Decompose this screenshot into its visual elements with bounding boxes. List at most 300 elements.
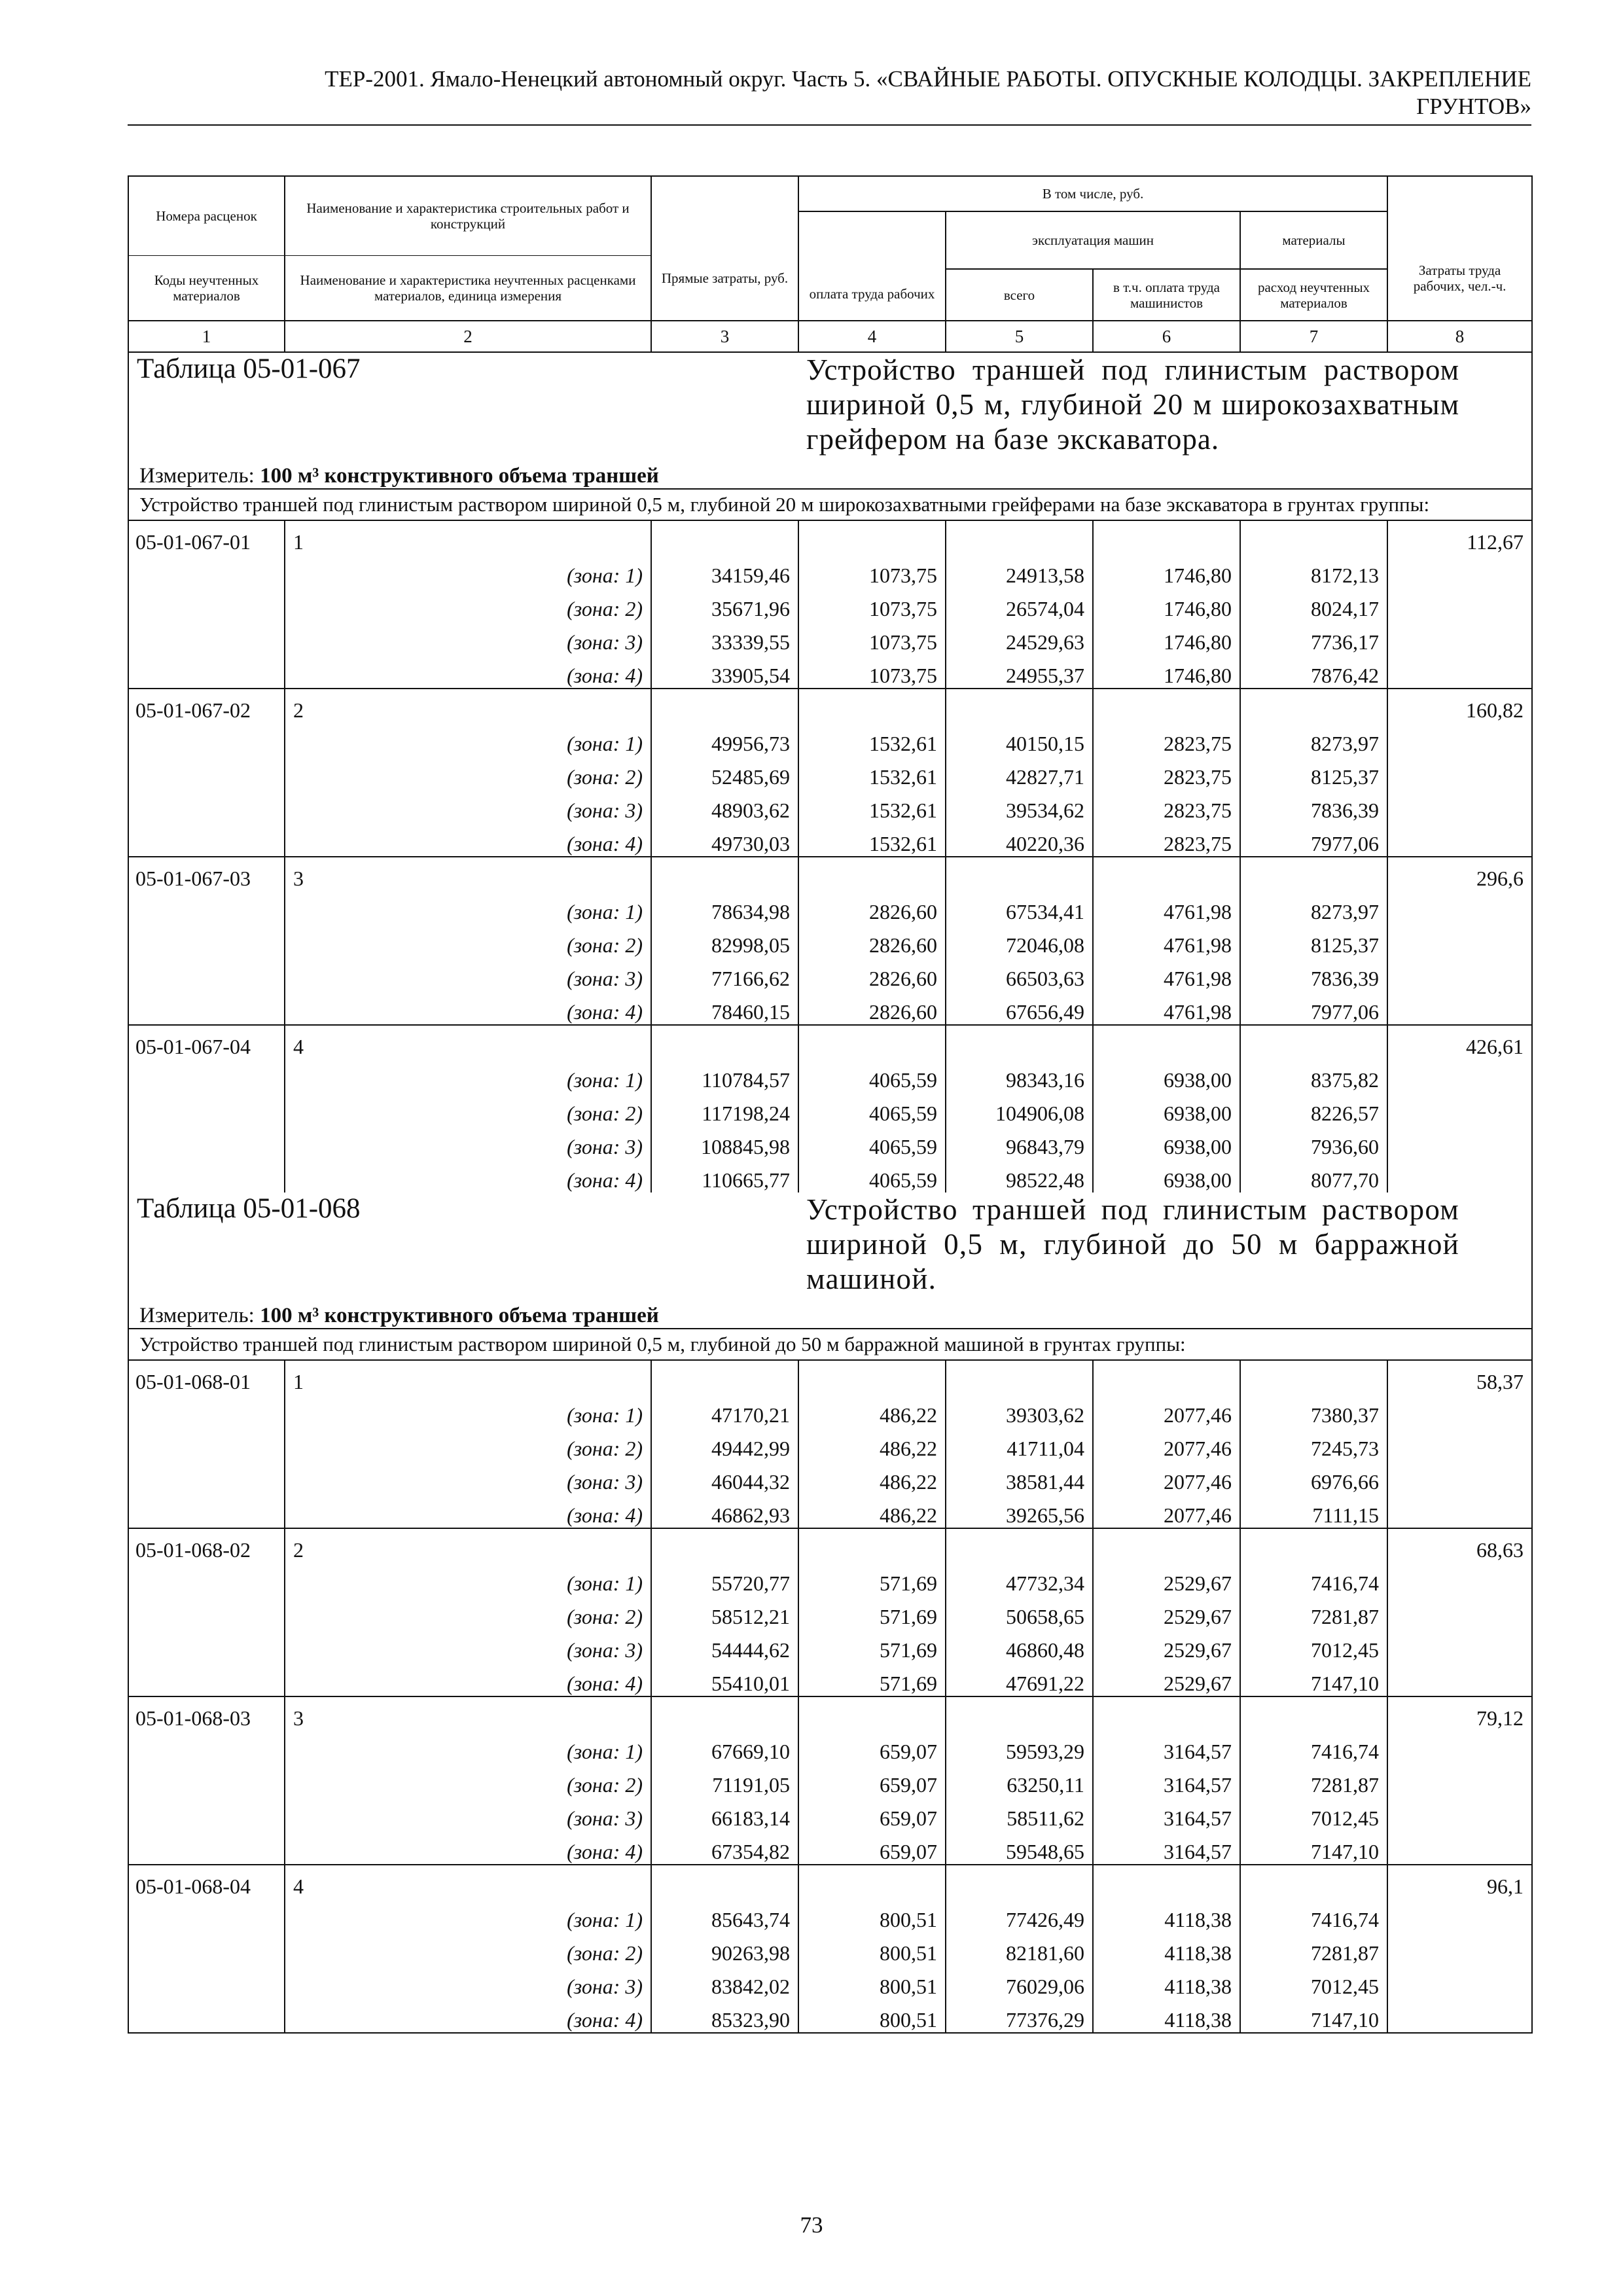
labor-cost: 426,61 [1387,1025,1532,1059]
table-row [128,1662,1532,1696]
rate-code-empty [128,1494,285,1528]
machine-operation: 24529,63 [946,621,1093,655]
labor-cost-empty [1387,1797,1532,1831]
machine-operation: 67656,49 [946,991,1093,1025]
empty-cell [1093,1696,1240,1731]
empty-cell [1240,1025,1387,1059]
operator-pay: 1746,80 [1093,588,1240,621]
worker-pay: 800,51 [798,1932,946,1965]
operator-pay: 2077,46 [1093,1461,1240,1494]
machine-operation: 77426,49 [946,1899,1093,1932]
labor-cost: 58,37 [1387,1360,1532,1394]
machine-operation: 104906,08 [946,1092,1093,1126]
materials: 7147,10 [1240,1831,1387,1865]
zone-label: (зона: 4) [285,1999,651,2033]
operator-pay: 4761,98 [1093,991,1240,1025]
machine-operation: 40150,15 [946,723,1093,756]
labor-cost-empty [1387,1394,1532,1427]
direct-costs: 49442,99 [651,1427,798,1461]
labor-cost-empty [1387,958,1532,991]
operator-pay: 4118,38 [1093,1899,1240,1932]
machine-operation: 24913,58 [946,554,1093,588]
machine-operation: 41711,04 [946,1427,1093,1461]
labor-cost-empty [1387,924,1532,958]
subtitle-row [128,489,1532,520]
operator-pay: 1746,80 [1093,655,1240,689]
column-number: 4 [798,321,946,352]
operator-pay: 1746,80 [1093,554,1240,588]
operator-pay: 4118,38 [1093,1965,1240,1999]
zone-label: (зона: 2) [285,1764,651,1797]
worker-pay: 4065,59 [798,1159,946,1193]
zone-label: (зона: 2) [285,1596,651,1629]
subtitle-row [128,1329,1532,1360]
worker-pay: 1073,75 [798,621,946,655]
zone-label: (зона: 2) [285,756,651,789]
worker-pay: 1073,75 [798,655,946,689]
operator-pay: 4761,98 [1093,924,1240,958]
materials: 8273,97 [1240,723,1387,756]
empty-cell [1093,689,1240,723]
empty-cell [946,520,1093,554]
worker-pay: 659,07 [798,1831,946,1865]
worker-pay: 2826,60 [798,958,946,991]
table-row [128,1092,1532,1126]
subtitle: Устройство траншей под глинистым раствором шириной 0,5 м, глубиной 20 м широкозахватными грейферами на базе экскаватора в грунтах группы: [128,489,1532,520]
group-label: 4 [285,1025,651,1059]
rate-code-empty [128,924,285,958]
rate-code-empty [128,723,285,756]
materials: 8375,82 [1240,1059,1387,1092]
direct-costs: 78634,98 [651,891,798,924]
machine-operation: 42827,71 [946,756,1093,789]
materials: 6976,66 [1240,1461,1387,1494]
direct-costs: 108845,98 [651,1126,798,1159]
machine-operation: 82181,60 [946,1932,1093,1965]
empty-cell [946,1865,1093,1899]
labor-cost-empty [1387,991,1532,1025]
direct-costs: 33905,54 [651,655,798,689]
materials: 8024,17 [1240,588,1387,621]
worker-pay: 571,69 [798,1562,946,1596]
machine-operation: 59593,29 [946,1731,1093,1764]
labor-cost-empty [1387,1831,1532,1865]
labor-cost: 160,82 [1387,689,1532,723]
zone-label: (зона: 1) [285,1562,651,1596]
rate-code-empty [128,1394,285,1427]
zone-label: (зона: 1) [285,1394,651,1427]
empty-cell [1240,1528,1387,1562]
materials: 7416,74 [1240,1899,1387,1932]
rate-code-empty [128,1831,285,1865]
materials: 7836,39 [1240,789,1387,823]
materials: 7281,87 [1240,1596,1387,1629]
direct-costs: 49956,73 [651,723,798,756]
table-row [128,891,1532,924]
header-direct-costs: Прямые затраты, руб. [651,176,798,321]
direct-costs: 85323,90 [651,1999,798,2033]
zone-label: (зона: 4) [285,823,651,857]
rate-code-empty [128,1797,285,1831]
meter-row [128,457,1532,489]
direct-costs: 71191,05 [651,1764,798,1797]
operator-pay: 6938,00 [1093,1159,1240,1193]
direct-costs: 110784,57 [651,1059,798,1092]
group-label: 3 [285,857,651,891]
direct-costs: 35671,96 [651,588,798,621]
group-header-row [128,857,1532,891]
worker-pay: 571,69 [798,1662,946,1696]
running-head [128,65,1531,120]
table-row [128,621,1532,655]
operator-pay: 6938,00 [1093,1092,1240,1126]
zone-label: (зона: 1) [285,1731,651,1764]
group-header-row [128,1360,1532,1394]
header-operator-pay: в т.ч. оплата труда машинистов [1093,269,1240,321]
direct-costs: 55410,01 [651,1662,798,1696]
worker-pay: 800,51 [798,1899,946,1932]
direct-costs: 54444,62 [651,1629,798,1662]
header-work-name: Наименование и характеристика строительных работ и конструкций [306,200,630,232]
worker-pay: 2826,60 [798,991,946,1025]
rate-code-empty [128,1764,285,1797]
empty-cell [651,689,798,723]
group-label: 1 [285,520,651,554]
table-row [128,1159,1532,1193]
zone-label: (зона: 1) [285,1899,651,1932]
worker-pay: 486,22 [798,1427,946,1461]
empty-cell [798,1865,946,1899]
zone-label: (зона: 4) [285,1159,651,1193]
running-head-line-2: ГРУНТОВ» [1416,94,1531,119]
empty-cell [1240,1360,1387,1394]
zone-label: (зона: 3) [285,958,651,991]
table-row [128,756,1532,789]
materials: 7936,60 [1240,1126,1387,1159]
machine-operation: 76029,06 [946,1965,1093,1999]
group-label: 2 [285,689,651,723]
rate-code-empty [128,1932,285,1965]
empty-cell [946,857,1093,891]
worker-pay: 571,69 [798,1629,946,1662]
zone-label: (зона: 4) [285,1662,651,1696]
table-row [128,789,1532,823]
labor-cost-empty [1387,588,1532,621]
machine-operation: 77376,29 [946,1999,1093,2033]
worker-pay: 800,51 [798,1965,946,1999]
direct-costs: 77166,62 [651,958,798,991]
empty-cell [946,1360,1093,1394]
empty-cell [1093,1360,1240,1394]
direct-costs: 33339,55 [651,621,798,655]
labor-cost-empty [1387,1126,1532,1159]
header-labor-costs: Затраты труда рабочих, чел.-ч. [1387,176,1532,321]
table-row [128,991,1532,1025]
worker-pay: 1532,61 [798,823,946,857]
worker-pay: 1532,61 [798,723,946,756]
zone-label: (зона: 3) [285,1126,651,1159]
column-number: 6 [1093,321,1240,352]
worker-pay: 2826,60 [798,891,946,924]
group-header-row [128,1865,1532,1899]
labor-cost-empty [1387,1899,1532,1932]
header-machines-total: всего [946,269,1093,321]
rate-code-empty [128,991,285,1025]
worker-pay: 659,07 [798,1797,946,1831]
materials: 7736,17 [1240,621,1387,655]
worker-pay: 4065,59 [798,1092,946,1126]
operator-pay: 3164,57 [1093,1731,1240,1764]
operator-pay: 3164,57 [1093,1764,1240,1797]
materials: 8125,37 [1240,924,1387,958]
materials: 8172,13 [1240,554,1387,588]
table-header [128,176,1532,352]
operator-pay: 2529,67 [1093,1629,1240,1662]
worker-pay: 1532,61 [798,789,946,823]
empty-cell [1093,1528,1240,1562]
materials: 7147,10 [1240,1999,1387,2033]
table-row [128,1126,1532,1159]
labor-cost-empty [1387,1965,1532,1999]
running-head-line-1: ТЕР-2001. Ямало-Ненецкий автономный округ. Часть 5. «СВАЙНЫЕ РАБОТЫ. ОПУСКНЫЕ КОЛОДЦЫ. ЗАКРЕПЛЕНИЕ [325,66,1531,92]
rate-code-empty [128,891,285,924]
direct-costs: 110665,77 [651,1159,798,1193]
materials: 7281,87 [1240,1932,1387,1965]
rate-code-empty [128,1999,285,2033]
group-label: 3 [285,1696,651,1731]
operator-pay: 2823,75 [1093,789,1240,823]
operator-pay: 4761,98 [1093,958,1240,991]
materials: 7836,39 [1240,958,1387,991]
materials: 7147,10 [1240,1662,1387,1696]
empty-cell [651,1528,798,1562]
zone-label: (зона: 2) [285,1932,651,1965]
labor-cost-empty [1387,1662,1532,1696]
table-row [128,1764,1532,1797]
table-row [128,1461,1532,1494]
group-header-row [128,520,1532,554]
machine-operation: 66503,63 [946,958,1093,991]
labor-cost-empty [1387,554,1532,588]
direct-costs: 90263,98 [651,1932,798,1965]
zone-label: (зона: 2) [285,588,651,621]
labor-cost-empty [1387,723,1532,756]
machine-operation: 47691,22 [946,1662,1093,1696]
table-row [128,1629,1532,1662]
zone-label: (зона: 2) [285,1092,651,1126]
materials: 7416,74 [1240,1731,1387,1764]
group-header-row [128,1025,1532,1059]
table-title-row [128,1193,1532,1297]
header-unaccounted-consumption: расход неучтенных материалов [1240,269,1387,321]
operator-pay: 2823,75 [1093,756,1240,789]
zone-label: (зона: 3) [285,1797,651,1831]
materials: 7416,74 [1240,1562,1387,1596]
machine-operation: 39265,56 [946,1494,1093,1528]
materials: 7876,42 [1240,655,1387,689]
table-row [128,1899,1532,1932]
materials: 7977,06 [1240,991,1387,1025]
machine-operation: 40220,36 [946,823,1093,857]
operator-pay: 2077,46 [1093,1427,1240,1461]
machine-operation: 24955,37 [946,655,1093,689]
direct-costs: 78460,15 [651,991,798,1025]
table-row [128,1562,1532,1596]
zone-label: (зона: 1) [285,554,651,588]
direct-costs: 46044,32 [651,1461,798,1494]
rate-code-empty [128,588,285,621]
empty-cell [798,689,946,723]
rate-code: 05-01-068-01 [128,1360,285,1394]
machine-operation: 38581,44 [946,1461,1093,1494]
rate-code: 05-01-067-03 [128,857,285,891]
machine-operation: 72046,08 [946,924,1093,958]
labor-cost-empty [1387,1562,1532,1596]
labor-cost-empty [1387,823,1532,857]
worker-pay: 486,22 [798,1494,946,1528]
rate-code: 05-01-068-04 [128,1865,285,1899]
rate-code-empty [128,554,285,588]
table-number: Таблица 05-01-067 [128,352,798,457]
rate-code-empty [128,1159,285,1193]
empty-cell [1093,520,1240,554]
empty-cell [798,520,946,554]
empty-cell [1240,857,1387,891]
rate-code-empty [128,1126,285,1159]
table-row [128,588,1532,621]
meter-value: 100 м³ конструктивного объема траншей [260,464,659,488]
machine-operation: 47732,34 [946,1562,1093,1596]
table-row [128,1831,1532,1865]
labor-cost-empty [1387,1427,1532,1461]
column-number: 2 [285,321,651,352]
labor-cost: 96,1 [1387,1865,1532,1899]
zone-label: (зона: 2) [285,1427,651,1461]
column-numbers-row [128,321,1532,352]
labor-cost-empty [1387,1999,1532,2033]
labor-cost-empty [1387,789,1532,823]
materials: 8125,37 [1240,756,1387,789]
column-number: 1 [128,321,285,352]
empty-cell [1093,1025,1240,1059]
labor-cost-empty [1387,1629,1532,1662]
meter [128,1297,1532,1329]
direct-costs: 48903,62 [651,789,798,823]
labor-cost: 68,63 [1387,1528,1532,1562]
page-number: 73 [800,2212,823,2238]
operator-pay: 2823,75 [1093,823,1240,857]
machine-operation: 96843,79 [946,1126,1093,1159]
rate-code-empty [128,1965,285,1999]
machine-operation: 50658,65 [946,1596,1093,1629]
table-title: Устройство траншей под глинистым раствором шириной 0,5 м, глубиной 20 м широкозахватным грейфером на базе экскаватора. [798,352,1532,457]
rate-code-empty [128,823,285,857]
direct-costs: 47170,21 [651,1394,798,1427]
materials: 7245,73 [1240,1427,1387,1461]
zone-label: (зона: 1) [285,1059,651,1092]
zone-label: (зона: 4) [285,655,651,689]
worker-pay: 1073,75 [798,554,946,588]
empty-cell [1093,1865,1240,1899]
header-material-codes: Коды неучтенных материалов [154,272,259,304]
table-row [128,1797,1532,1831]
direct-costs: 66183,14 [651,1797,798,1831]
machine-operation: 98522,48 [946,1159,1093,1193]
header-worker-pay: оплата труда рабочих [798,211,946,321]
empty-cell [946,1696,1093,1731]
worker-pay: 486,22 [798,1461,946,1494]
materials: 7012,45 [1240,1629,1387,1662]
table-row [128,823,1532,857]
direct-costs: 46862,93 [651,1494,798,1528]
machine-operation: 98343,16 [946,1059,1093,1092]
direct-costs: 55720,77 [651,1562,798,1596]
group-label: 1 [285,1360,651,1394]
labor-cost: 296,6 [1387,857,1532,891]
labor-cost-empty [1387,1092,1532,1126]
rate-code: 05-01-067-04 [128,1025,285,1059]
header-material-name: Наименование и характеристика неучтенных расценками материалов, единица измерения [300,272,636,304]
operator-pay: 2077,46 [1093,1394,1240,1427]
header-machine-operation: эксплуатация машин [946,211,1240,269]
rate-code-empty [128,958,285,991]
labor-cost-empty [1387,1461,1532,1494]
worker-pay: 4065,59 [798,1059,946,1092]
empty-cell [946,689,1093,723]
labor-cost-empty [1387,655,1532,689]
table-row [128,554,1532,588]
labor-cost-empty [1387,621,1532,655]
empty-cell [798,1528,946,1562]
operator-pay: 4118,38 [1093,1999,1240,2033]
zone-label: (зона: 3) [285,1629,651,1662]
empty-cell [798,1360,946,1394]
zone-label: (зона: 4) [285,1494,651,1528]
worker-pay: 571,69 [798,1596,946,1629]
table-number: Таблица 05-01-068 [128,1193,798,1297]
worker-pay: 4065,59 [798,1126,946,1159]
operator-pay: 2823,75 [1093,723,1240,756]
rate-code: 05-01-068-02 [128,1528,285,1562]
zone-label: (зона: 4) [285,991,651,1025]
zone-label: (зона: 3) [285,1965,651,1999]
table-row [128,924,1532,958]
operator-pay: 3164,57 [1093,1831,1240,1865]
operator-pay: 6938,00 [1093,1126,1240,1159]
materials: 7281,87 [1240,1764,1387,1797]
group-header-row [128,1528,1532,1562]
header-including: В том числе, руб. [798,176,1387,211]
table-title: Устройство траншей под глинистым раствором шириной 0,5 м, глубиной до 50 м барражной машиной. [798,1193,1532,1297]
table-row [128,1999,1532,2033]
operator-pay: 4118,38 [1093,1932,1240,1965]
operator-pay: 3164,57 [1093,1797,1240,1831]
operator-pay: 6938,00 [1093,1059,1240,1092]
machine-operation: 39303,62 [946,1394,1093,1427]
worker-pay: 800,51 [798,1999,946,2033]
table-row [128,1494,1532,1528]
empty-cell [1240,520,1387,554]
rate-code-empty [128,789,285,823]
column-number: 8 [1387,321,1532,352]
column-number: 5 [946,321,1093,352]
materials: 7012,45 [1240,1965,1387,1999]
table-body [128,352,1532,2033]
direct-costs: 83842,02 [651,1965,798,1999]
rate-code-empty [128,1731,285,1764]
machine-operation: 63250,11 [946,1764,1093,1797]
rate-code-empty [128,1092,285,1126]
